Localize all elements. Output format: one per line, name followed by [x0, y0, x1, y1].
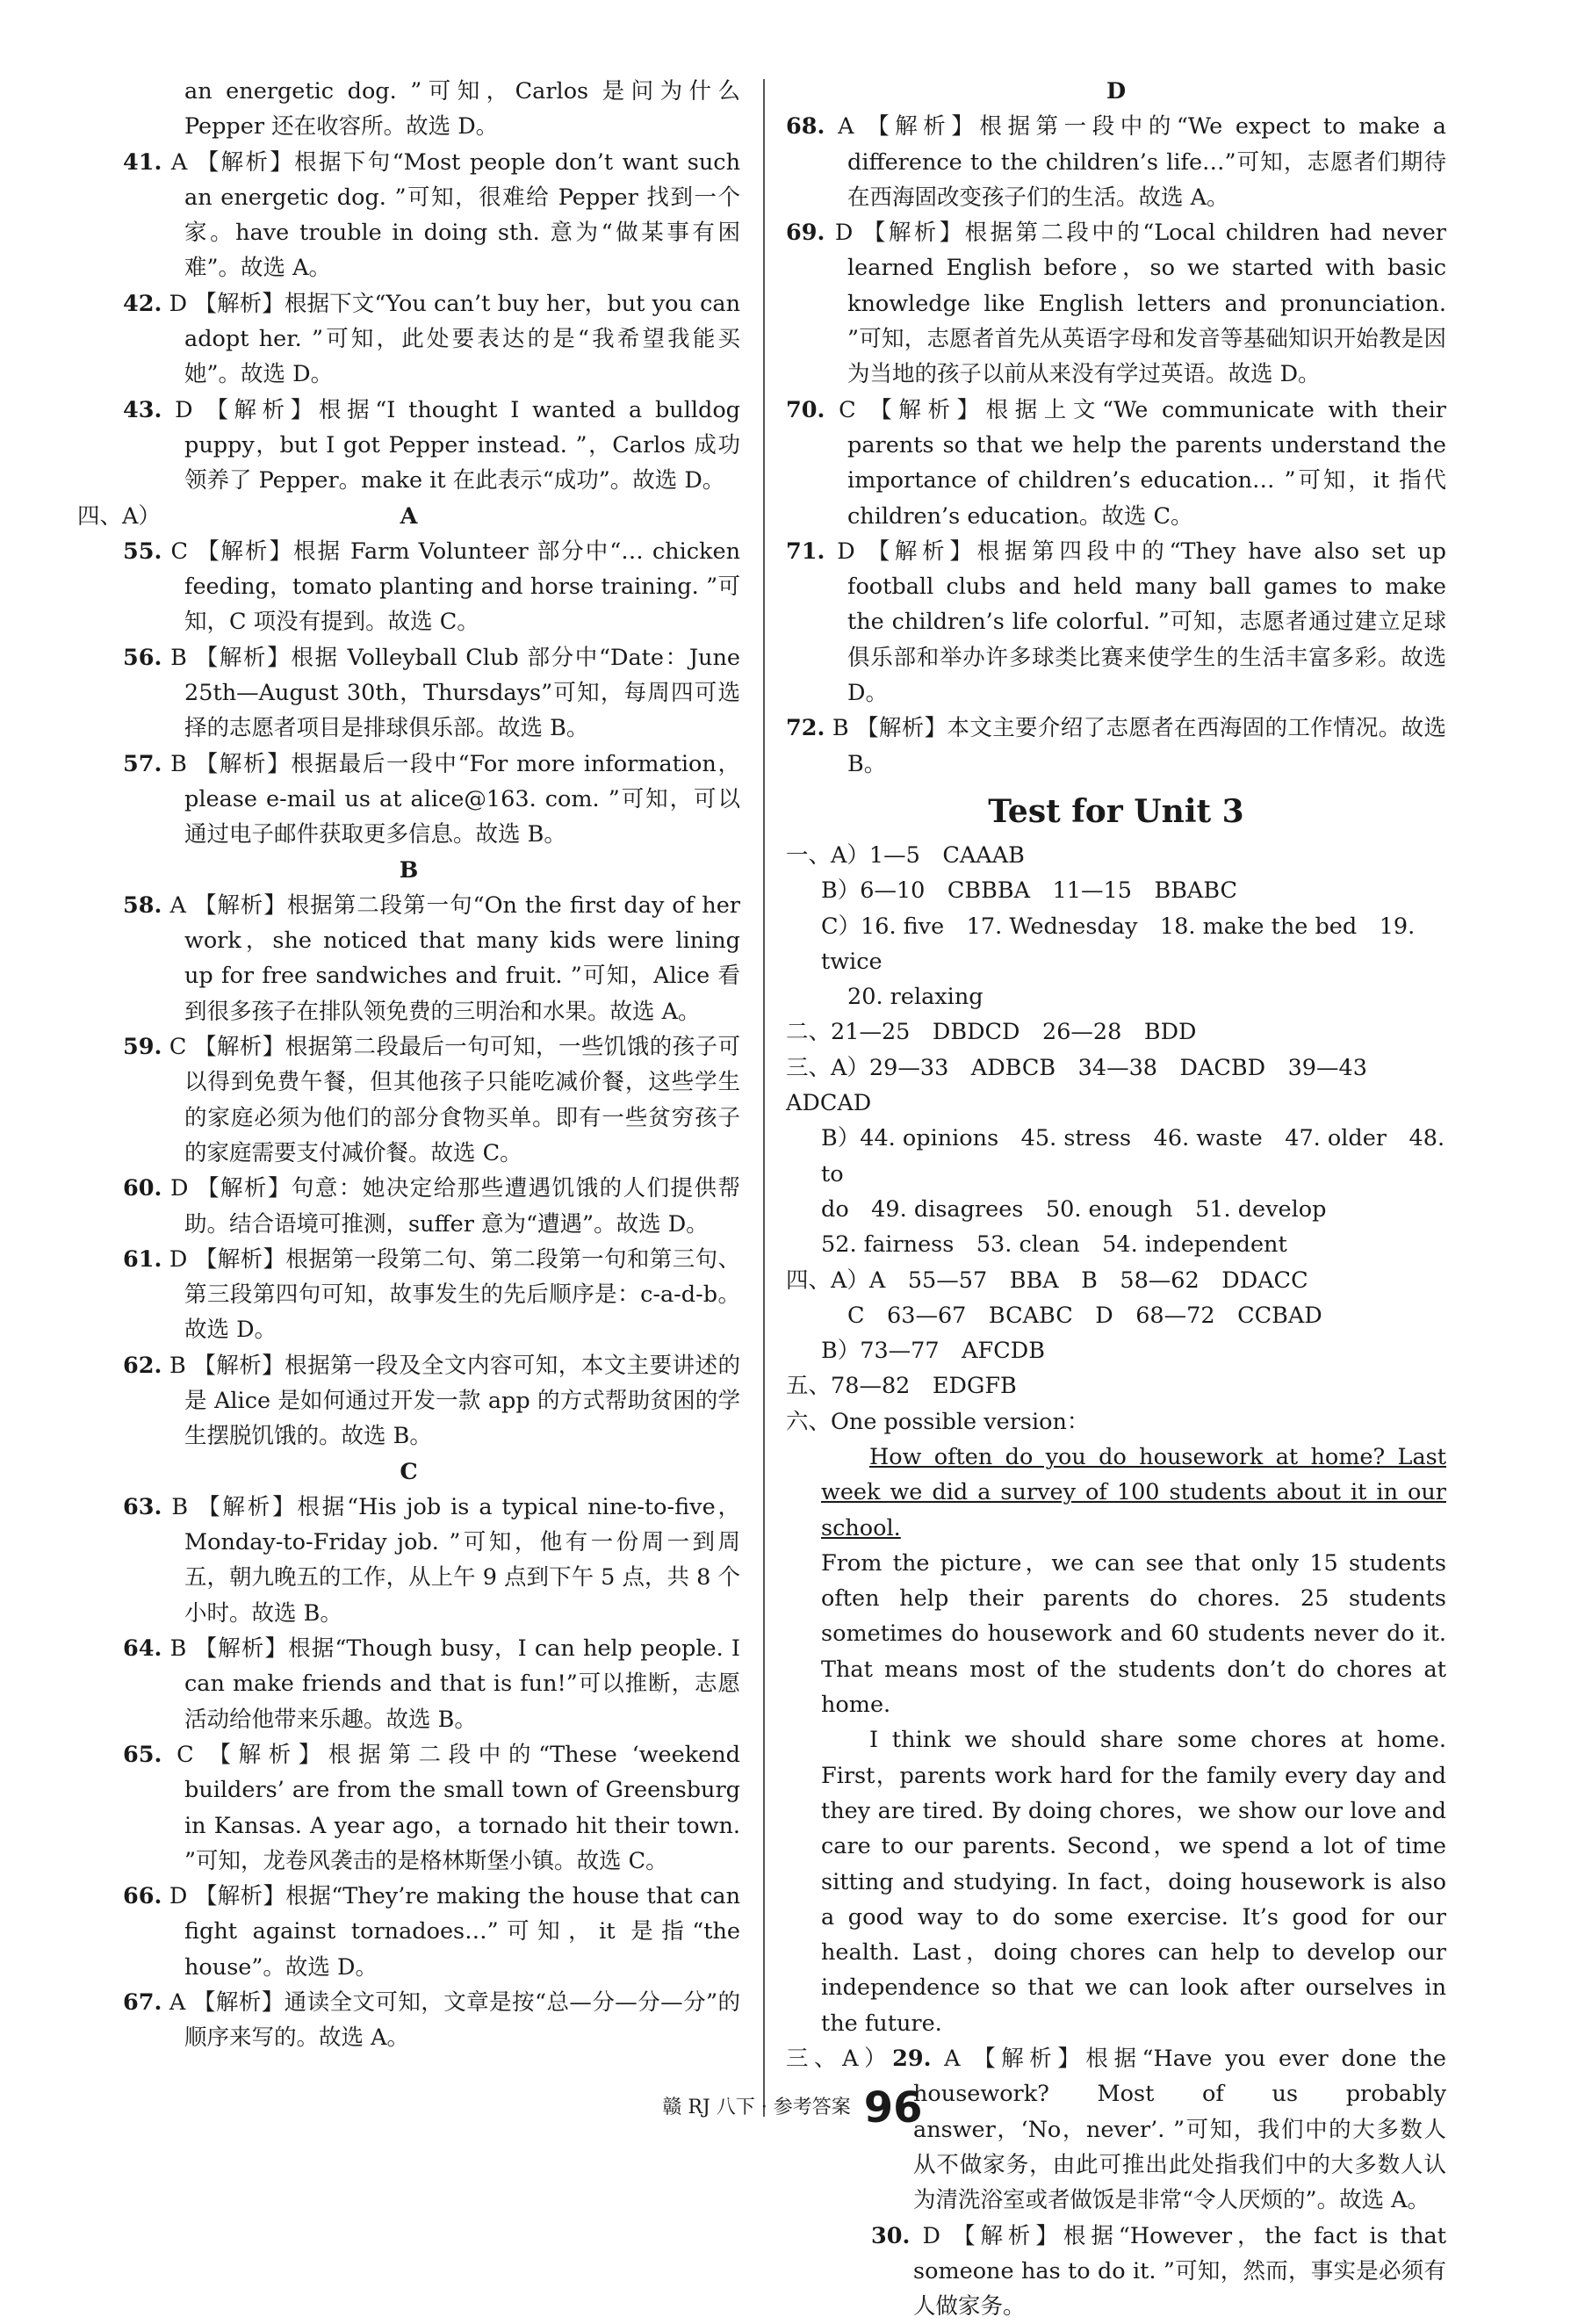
answer-41: 41. A 【解析】根据下句“Most people don’t want such an energetic dog. ”可知，很难给 Pepper 找到一个家。have trouble in doing sth. 意为“做某事有困难”。故选 A。: [123, 148, 740, 282]
answer-line-11: C 63—67 BCABC D 68—72 CCBAD: [847, 1302, 1322, 1329]
answer-63: 63. B 【解析】根据“His job is a typical nine-to-five，Monday-to-Friday job. ”可知，他有一份周一到周五，朝九晚五的工作，从上午 9 点到下午 5 点，共 8 个小时。故选 B。: [123, 1493, 741, 1627]
answer-55: 55. C 【解析】根据 Farm Volunteer 部分中“… chicken feeding，tomato planting and horse training. ”可知，C 项没有提到。故选 C。: [123, 538, 740, 636]
essay-paragraph-2: I think we should share some chores at home. First，parents work hard for the family every day and they are tired. By doing chores，we show our love and care to our parents. Second，we spend a lot of time sitting and studying. In fact，doing housework is also a good way to do some exercise. It’s good for our health. Last，doing chores can help to develop our independence so that we can look after ourselves in the future.: [821, 1727, 1446, 2037]
section-4-header: [77, 499, 740, 534]
passage-a-heading: A: [400, 502, 418, 530]
test-title: Test for Unit 3: [988, 792, 1244, 830]
answer-line-5: 二、21—25 DBDCD 26—28 BDD: [786, 1019, 1197, 1046]
answer-line-9: 52. fairness 53. clean 54. independent: [821, 1231, 1287, 1259]
answer-line-3: C）16. five 17. Wednesday 18. make the bed 19. twice: [821, 913, 1416, 975]
answer-71: 71. D 【解析】根据第四段中的“They have also set up football clubs and held many ball games to make the children’s life colorful. ”可知，志愿者通过建立足球俱乐部和举办许多球类比赛来使学生的生活丰富多彩。故选 D。: [786, 538, 1446, 707]
answer-line-13: 五、78—82 EDGFB: [786, 1373, 1017, 1400]
answer-line-2: B）6—10 CBBBA 11—15 BBABC: [821, 877, 1238, 905]
answer-61: 61. D 【解析】根据第一段第二句、第二段第一句和第三句、第三段第四句可知，故事发生的先后顺序是：c-a-d-b。故选 D。: [123, 1245, 740, 1344]
right-column: [786, 74, 1446, 2324]
essay-paragraph-1: From the picture，we can see that only 15 students often help their parents do chores. 25 students sometimes do housework and 60 students never do it. That means most of the students don’t do chores at home.: [821, 1549, 1446, 1719]
left-column: [77, 74, 740, 2056]
answer-42: 42. D 【解析】根据下文“You can’t buy her，but you can adopt her. ”可知，此处要表达的是“我希望我能买她”。故选 D。: [123, 290, 740, 388]
answer-line-6: 三、A）29—33 ADBCB 34—38 DACBD 39—43 ADCAD: [786, 1054, 1390, 1117]
answer-line-8: do 49. disagrees 50. enough 51. develop: [821, 1195, 1327, 1223]
answer-30: 30. D 【解析】根据“However，the fact is that someone has to do it. ”可知，然而，事实是必须有人做家务。: [871, 2222, 1446, 2320]
answer-57: 57. B 【解析】根据最后一段中“For more information，please e-mail us at alice@163. com. ”可知，可以通过电子邮件获取更多信息。故选 B。: [123, 750, 740, 848]
answer-64: 64. B 【解析】根据“Though busy，I can help people. I can make friends and that is fun!”可以推断，志愿活动给他带来乐趣。故选 B。: [123, 1635, 740, 1733]
answer-60: 60. D 【解析】句意：她决定给那些遭遇饥饿的人们提供帮助。结合语境可推测，suffer 意为“遭遇”。故选 D。: [123, 1175, 740, 1238]
answer-line-1: 一、A）1—5 CAAAB: [786, 841, 1025, 869]
answer-line-12: B）73—77 AFCDB: [821, 1338, 1045, 1365]
answer-72: 72. B 【解析】本文主要介绍了志愿者在西海固的工作情况。故选 B。: [786, 715, 1446, 777]
page-footer: [0, 2083, 1585, 2133]
section-6-label: 六、One possible version：: [786, 1408, 1090, 1435]
footer-label: 赣 RJ 八下 · 参考答案: [662, 2097, 851, 2118]
answer-56: 56. B 【解析】根据 Volleyball Club 部分中“Date：June 25th—August 30th，Thursdays”可知，每周四可选择的志愿者项目是排球俱乐部。故选 B。: [123, 644, 740, 742]
answer-line-10: 四、A）A 55—57 BBA B 58—62 DDACC: [786, 1267, 1308, 1294]
passage-b-heading: B: [399, 856, 419, 884]
page-number: 96: [863, 2083, 923, 2133]
answer-70: 70. C 【解析】根据上文“We communicate with their parents so that we help the parents understand the importance of children’s education… ”可知，it 指代 children’s education。故选 C。: [786, 396, 1446, 530]
continued-answer-40: an energetic dog. ”可知，Carlos 是问为什么 Pepper 还在收容所。故选 D。: [184, 78, 740, 141]
essay-intro-underlined: How often do you do housework at home? Last week we did a survey of 100 students about it in our school.: [821, 1443, 1446, 1541]
passage-d-heading: D: [1106, 78, 1127, 105]
answer-43: 43. D 【解析】根据“I thought I wanted a bulldog puppy，but I got Pepper instead. ”，Carlos 成功领养了 Pepper。make it 在此表示“成功”。故选 D。: [123, 396, 741, 494]
passage-c-heading: C: [400, 1458, 418, 1485]
answer-line-7: B）44. opinions 45. stress 46. waste 47. older 48. to: [821, 1125, 1445, 1187]
answer-line-4: 20. relaxing: [847, 984, 983, 1011]
answer-67: 67. A 【解析】通读全文可知，文章是按“总—分—分—分”的顺序来写的。故选 A。: [123, 1989, 740, 2052]
column-divider: [763, 79, 765, 2117]
answer-62: 62. B 【解析】根据第一段及全文内容可知，本文主要讲述的是 Alice 是如何通过开发一款 app 的方式帮助贫困的学生摆脱饥饿的。故选 B。: [123, 1352, 740, 1450]
answer-69: 69. D 【解析】根据第二段中的“Local children had never learned English before，so we started with basic knowledge like English letters and pronunciation. ”可知，志愿者首先从英语字母和发音等基础知识开始教是因为当地的孩子以前从来没有学过英语。故选 D。: [786, 220, 1446, 388]
section-4-label: 四、A）: [77, 502, 161, 530]
answer-59: 59. C 【解析】根据第二段最后一句可知，一些饥饿的孩子可以得到免费午餐，但其他孩子只能吃减价餐，这些学生的家庭必须为他们的部分食物买单。即有一些贫穷孩子的家庭需要支付减价餐。故选 C。: [123, 1034, 740, 1166]
answer-29: 三、A）29. A 【解析】根据“Have you ever done the housework? Most of us probably answer，‘No，never’. ”可知，我们中的大多数人从不做家务，由此可推出此处指我们中的大多数人认为清洗浴室或者做饭是非常“令人厌烦的”。故选 A。: [786, 2046, 1446, 2214]
answer-58: 58. A 【解析】根据第二段第一句“On the first day of her work，she noticed that many kids were lining up for free sandwiches and fruit. ”可知，Alice 看到很多孩子在排队领免费的三明治和水果。故选 A。: [123, 891, 740, 1025]
answer-68: 68. A 【解析】根据第一段中的“We expect to make a difference to the children’s life…”可知，志愿者们期待在西海固改变孩子们的生活。故选 A。: [786, 113, 1446, 211]
answer-66: 66. D 【解析】根据“They’re making the house that can fight against tornadoes…”可知，it 是指“the house”。故选 D。: [123, 1883, 740, 1981]
answer-65: 65. C 【解析】根据第二段中的“These ‘weekend builders’ are from the small town of Greensburg in Kansas. A year ago，a tornado hit their town. ”可知，龙卷风袭击的是格林斯堡小镇。故选 C。: [123, 1741, 740, 1874]
